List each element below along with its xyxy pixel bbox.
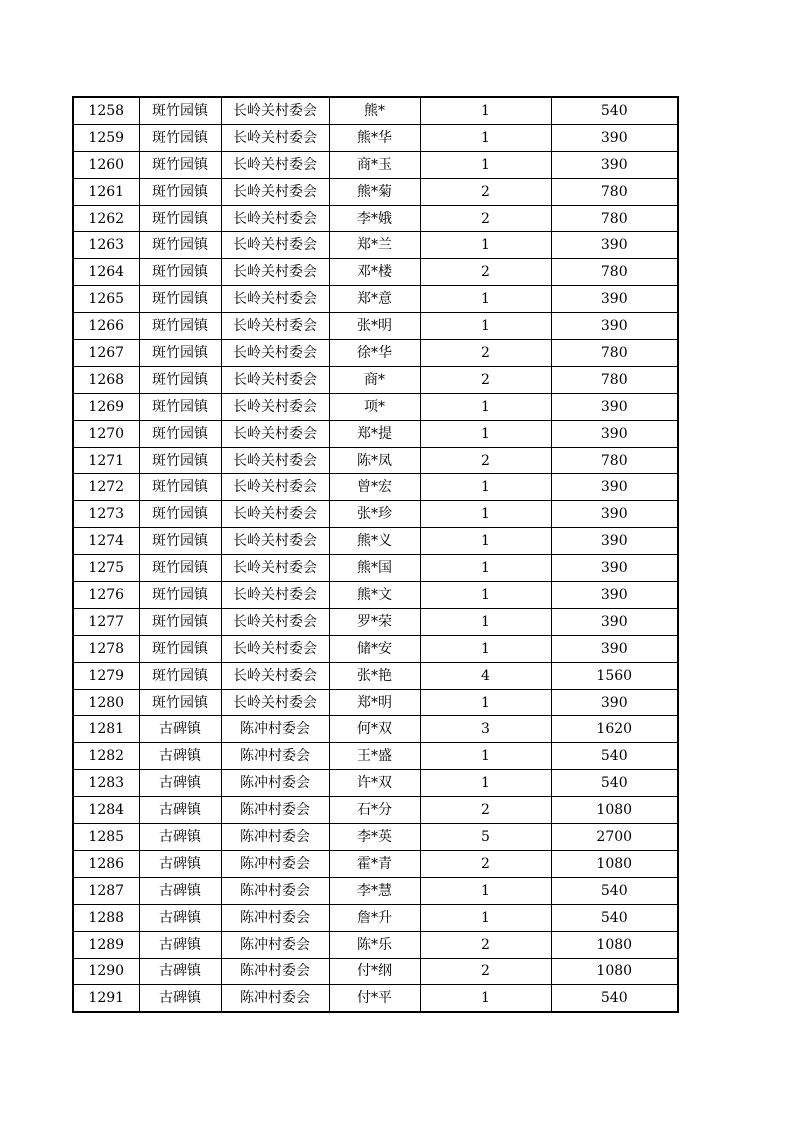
cell-village: 陈冲村委会 (221, 877, 329, 904)
cell-count: 1 (420, 232, 551, 259)
cell-name: 熊* (329, 97, 420, 124)
cell-number: 1282 (73, 743, 139, 770)
cell-count: 2 (420, 797, 551, 824)
cell-village: 陈冲村委会 (221, 904, 329, 931)
cell-name: 商*玉 (329, 151, 420, 178)
cell-name: 许*双 (329, 770, 420, 797)
table-row (73, 528, 678, 555)
cell-amount: 780 (551, 366, 678, 393)
cell-town: 古碑镇 (139, 716, 221, 743)
cell-town: 斑竹园镇 (139, 608, 221, 635)
cell-village: 陈冲村委会 (221, 985, 329, 1012)
cell-count: 5 (420, 824, 551, 851)
cell-amount: 390 (551, 555, 678, 582)
cell-name: 付*平 (329, 985, 420, 1012)
cell-number: 1277 (73, 608, 139, 635)
cell-number: 1268 (73, 366, 139, 393)
cell-count: 2 (420, 850, 551, 877)
cell-town: 古碑镇 (139, 877, 221, 904)
table-row (73, 635, 678, 662)
cell-number: 1289 (73, 931, 139, 958)
cell-amount: 780 (551, 205, 678, 232)
table-row (73, 340, 678, 367)
cell-town: 斑竹园镇 (139, 528, 221, 555)
cell-number: 1286 (73, 850, 139, 877)
cell-town: 斑竹园镇 (139, 662, 221, 689)
cell-village: 陈冲村委会 (221, 716, 329, 743)
table-row (73, 178, 678, 205)
cell-village: 长岭关村委会 (221, 689, 329, 716)
cell-town: 斑竹园镇 (139, 582, 221, 609)
cell-number: 1270 (73, 420, 139, 447)
cell-town: 斑竹园镇 (139, 97, 221, 124)
cell-amount: 390 (551, 608, 678, 635)
cell-count: 1 (420, 393, 551, 420)
cell-town: 古碑镇 (139, 743, 221, 770)
cell-town: 古碑镇 (139, 850, 221, 877)
table-row (73, 904, 678, 931)
table-row (73, 366, 678, 393)
cell-name: 詹*升 (329, 904, 420, 931)
cell-town: 斑竹园镇 (139, 259, 221, 286)
cell-count: 1 (420, 770, 551, 797)
table-row (73, 770, 678, 797)
cell-name: 陈*乐 (329, 931, 420, 958)
cell-amount: 780 (551, 447, 678, 474)
cell-amount: 1560 (551, 662, 678, 689)
cell-village: 长岭关村委会 (221, 474, 329, 501)
cell-count: 1 (420, 286, 551, 313)
cell-count: 1 (420, 474, 551, 501)
cell-village: 陈冲村委会 (221, 958, 329, 985)
cell-count: 2 (420, 340, 551, 367)
cell-number: 1285 (73, 824, 139, 851)
cell-name: 李*慧 (329, 877, 420, 904)
cell-amount: 1080 (551, 850, 678, 877)
cell-name: 储*安 (329, 635, 420, 662)
cell-name: 罗*荣 (329, 608, 420, 635)
cell-amount: 540 (551, 904, 678, 931)
cell-number: 1281 (73, 716, 139, 743)
table-row (73, 931, 678, 958)
cell-amount: 390 (551, 635, 678, 662)
cell-count: 1 (420, 555, 551, 582)
cell-number: 1264 (73, 259, 139, 286)
cell-town: 斑竹园镇 (139, 474, 221, 501)
table-row (73, 474, 678, 501)
cell-village: 长岭关村委会 (221, 151, 329, 178)
cell-town: 古碑镇 (139, 770, 221, 797)
cell-amount: 390 (551, 474, 678, 501)
cell-town: 斑竹园镇 (139, 124, 221, 151)
cell-count: 2 (420, 366, 551, 393)
cell-number: 1262 (73, 205, 139, 232)
cell-town: 古碑镇 (139, 931, 221, 958)
cell-number: 1271 (73, 447, 139, 474)
table-row (73, 877, 678, 904)
cell-name: 熊*国 (329, 555, 420, 582)
cell-count: 1 (420, 420, 551, 447)
cell-town: 斑竹园镇 (139, 689, 221, 716)
cell-count: 1 (420, 528, 551, 555)
cell-village: 长岭关村委会 (221, 608, 329, 635)
table-row (73, 97, 678, 124)
cell-name: 郑*明 (329, 689, 420, 716)
cell-village: 陈冲村委会 (221, 770, 329, 797)
cell-village: 陈冲村委会 (221, 931, 329, 958)
cell-town: 斑竹园镇 (139, 340, 221, 367)
cell-amount: 390 (551, 124, 678, 151)
cell-count: 2 (420, 447, 551, 474)
table-row (73, 151, 678, 178)
cell-number: 1290 (73, 958, 139, 985)
table-row (73, 447, 678, 474)
cell-number: 1291 (73, 985, 139, 1012)
cell-village: 长岭关村委会 (221, 259, 329, 286)
cell-name: 张*明 (329, 313, 420, 340)
cell-village: 长岭关村委会 (221, 501, 329, 528)
cell-number: 1283 (73, 770, 139, 797)
cell-name: 李*娥 (329, 205, 420, 232)
cell-amount: 390 (551, 232, 678, 259)
cell-amount: 1080 (551, 958, 678, 985)
cell-village: 长岭关村委会 (221, 232, 329, 259)
cell-count: 1 (420, 985, 551, 1012)
table-row (73, 608, 678, 635)
cell-amount: 390 (551, 313, 678, 340)
cell-village: 陈冲村委会 (221, 824, 329, 851)
cell-village: 陈冲村委会 (221, 743, 329, 770)
table-row (73, 662, 678, 689)
cell-count: 4 (420, 662, 551, 689)
cell-village: 长岭关村委会 (221, 420, 329, 447)
cell-town: 斑竹园镇 (139, 178, 221, 205)
table-body (73, 97, 678, 1012)
cell-count: 3 (420, 716, 551, 743)
cell-name: 郑*提 (329, 420, 420, 447)
cell-amount: 540 (551, 97, 678, 124)
cell-name: 张*艳 (329, 662, 420, 689)
cell-village: 长岭关村委会 (221, 97, 329, 124)
cell-town: 斑竹园镇 (139, 286, 221, 313)
cell-village: 长岭关村委会 (221, 340, 329, 367)
cell-count: 2 (420, 205, 551, 232)
cell-village: 长岭关村委会 (221, 313, 329, 340)
cell-amount: 390 (551, 582, 678, 609)
table-row (73, 501, 678, 528)
cell-count: 2 (420, 931, 551, 958)
cell-number: 1278 (73, 635, 139, 662)
cell-name: 霍*青 (329, 850, 420, 877)
cell-town: 斑竹园镇 (139, 366, 221, 393)
cell-amount: 780 (551, 178, 678, 205)
cell-name: 何*双 (329, 716, 420, 743)
cell-amount: 390 (551, 528, 678, 555)
cell-count: 1 (420, 124, 551, 151)
table-row (73, 232, 678, 259)
table-row (73, 420, 678, 447)
cell-amount: 390 (551, 393, 678, 420)
cell-number: 1260 (73, 151, 139, 178)
cell-amount: 780 (551, 340, 678, 367)
cell-village: 长岭关村委会 (221, 555, 329, 582)
table-row (73, 393, 678, 420)
cell-town: 古碑镇 (139, 958, 221, 985)
cell-name: 郑*意 (329, 286, 420, 313)
cell-number: 1269 (73, 393, 139, 420)
cell-town: 斑竹园镇 (139, 420, 221, 447)
table-row (73, 313, 678, 340)
cell-village: 长岭关村委会 (221, 528, 329, 555)
cell-number: 1266 (73, 313, 139, 340)
cell-count: 1 (420, 313, 551, 340)
cell-count: 1 (420, 501, 551, 528)
cell-name: 张*珍 (329, 501, 420, 528)
table-row (73, 850, 678, 877)
cell-village: 陈冲村委会 (221, 850, 329, 877)
cell-count: 2 (420, 178, 551, 205)
cell-count: 1 (420, 635, 551, 662)
cell-village: 长岭关村委会 (221, 635, 329, 662)
cell-village: 长岭关村委会 (221, 582, 329, 609)
cell-town: 古碑镇 (139, 797, 221, 824)
cell-name: 陈*凤 (329, 447, 420, 474)
cell-number: 1263 (73, 232, 139, 259)
cell-amount: 390 (551, 286, 678, 313)
cell-amount: 390 (551, 689, 678, 716)
table-row (73, 743, 678, 770)
cell-amount: 540 (551, 985, 678, 1012)
cell-amount: 1080 (551, 797, 678, 824)
cell-name: 付*纲 (329, 958, 420, 985)
table-row (73, 205, 678, 232)
cell-town: 斑竹园镇 (139, 232, 221, 259)
cell-count: 1 (420, 608, 551, 635)
cell-amount: 1080 (551, 931, 678, 958)
cell-number: 1273 (73, 501, 139, 528)
cell-count: 1 (420, 689, 551, 716)
cell-name: 王*盛 (329, 743, 420, 770)
cell-count: 2 (420, 958, 551, 985)
cell-count: 1 (420, 97, 551, 124)
cell-number: 1280 (73, 689, 139, 716)
table-row (73, 582, 678, 609)
cell-amount: 540 (551, 743, 678, 770)
cell-name: 徐*华 (329, 340, 420, 367)
cell-village: 长岭关村委会 (221, 286, 329, 313)
cell-number: 1272 (73, 474, 139, 501)
cell-count: 1 (420, 743, 551, 770)
cell-number: 1288 (73, 904, 139, 931)
cell-count: 1 (420, 151, 551, 178)
cell-amount: 780 (551, 259, 678, 286)
table-row (73, 259, 678, 286)
cell-number: 1259 (73, 124, 139, 151)
cell-village: 长岭关村委会 (221, 205, 329, 232)
cell-amount: 390 (551, 501, 678, 528)
cell-number: 1258 (73, 97, 139, 124)
cell-name: 邓*楼 (329, 259, 420, 286)
cell-amount: 540 (551, 770, 678, 797)
table-row (73, 797, 678, 824)
cell-number: 1261 (73, 178, 139, 205)
table-row (73, 824, 678, 851)
cell-amount: 390 (551, 151, 678, 178)
cell-name: 熊*华 (329, 124, 420, 151)
table-row (73, 555, 678, 582)
cell-village: 长岭关村委会 (221, 393, 329, 420)
cell-village: 长岭关村委会 (221, 662, 329, 689)
cell-village: 长岭关村委会 (221, 447, 329, 474)
cell-town: 斑竹园镇 (139, 393, 221, 420)
cell-number: 1267 (73, 340, 139, 367)
cell-town: 斑竹园镇 (139, 447, 221, 474)
cell-town: 古碑镇 (139, 985, 221, 1012)
cell-count: 2 (420, 259, 551, 286)
cell-town: 斑竹园镇 (139, 555, 221, 582)
cell-amount: 2700 (551, 824, 678, 851)
table-row (73, 286, 678, 313)
cell-number: 1276 (73, 582, 139, 609)
cell-number: 1279 (73, 662, 139, 689)
cell-amount: 540 (551, 877, 678, 904)
cell-count: 1 (420, 904, 551, 931)
cell-count: 1 (420, 877, 551, 904)
cell-name: 郑*兰 (329, 232, 420, 259)
cell-town: 斑竹园镇 (139, 501, 221, 528)
cell-town: 斑竹园镇 (139, 205, 221, 232)
cell-name: 熊*菊 (329, 178, 420, 205)
cell-name: 李*英 (329, 824, 420, 851)
cell-name: 熊*文 (329, 582, 420, 609)
cell-number: 1275 (73, 555, 139, 582)
data-table (72, 96, 679, 1013)
cell-number: 1265 (73, 286, 139, 313)
cell-town: 斑竹园镇 (139, 313, 221, 340)
cell-count: 1 (420, 582, 551, 609)
cell-town: 古碑镇 (139, 904, 221, 931)
cell-village: 陈冲村委会 (221, 797, 329, 824)
cell-village: 长岭关村委会 (221, 124, 329, 151)
table-row (73, 958, 678, 985)
cell-number: 1274 (73, 528, 139, 555)
cell-town: 古碑镇 (139, 824, 221, 851)
table-row (73, 716, 678, 743)
cell-amount: 1620 (551, 716, 678, 743)
cell-name: 项* (329, 393, 420, 420)
cell-number: 1287 (73, 877, 139, 904)
cell-village: 长岭关村委会 (221, 178, 329, 205)
cell-name: 曾*宏 (329, 474, 420, 501)
cell-town: 斑竹园镇 (139, 635, 221, 662)
cell-name: 石*分 (329, 797, 420, 824)
cell-name: 熊*义 (329, 528, 420, 555)
table-row (73, 124, 678, 151)
cell-village: 长岭关村委会 (221, 366, 329, 393)
cell-town: 斑竹园镇 (139, 151, 221, 178)
table-row (73, 689, 678, 716)
cell-name: 商* (329, 366, 420, 393)
cell-amount: 390 (551, 420, 678, 447)
table-row (73, 985, 678, 1012)
cell-number: 1284 (73, 797, 139, 824)
